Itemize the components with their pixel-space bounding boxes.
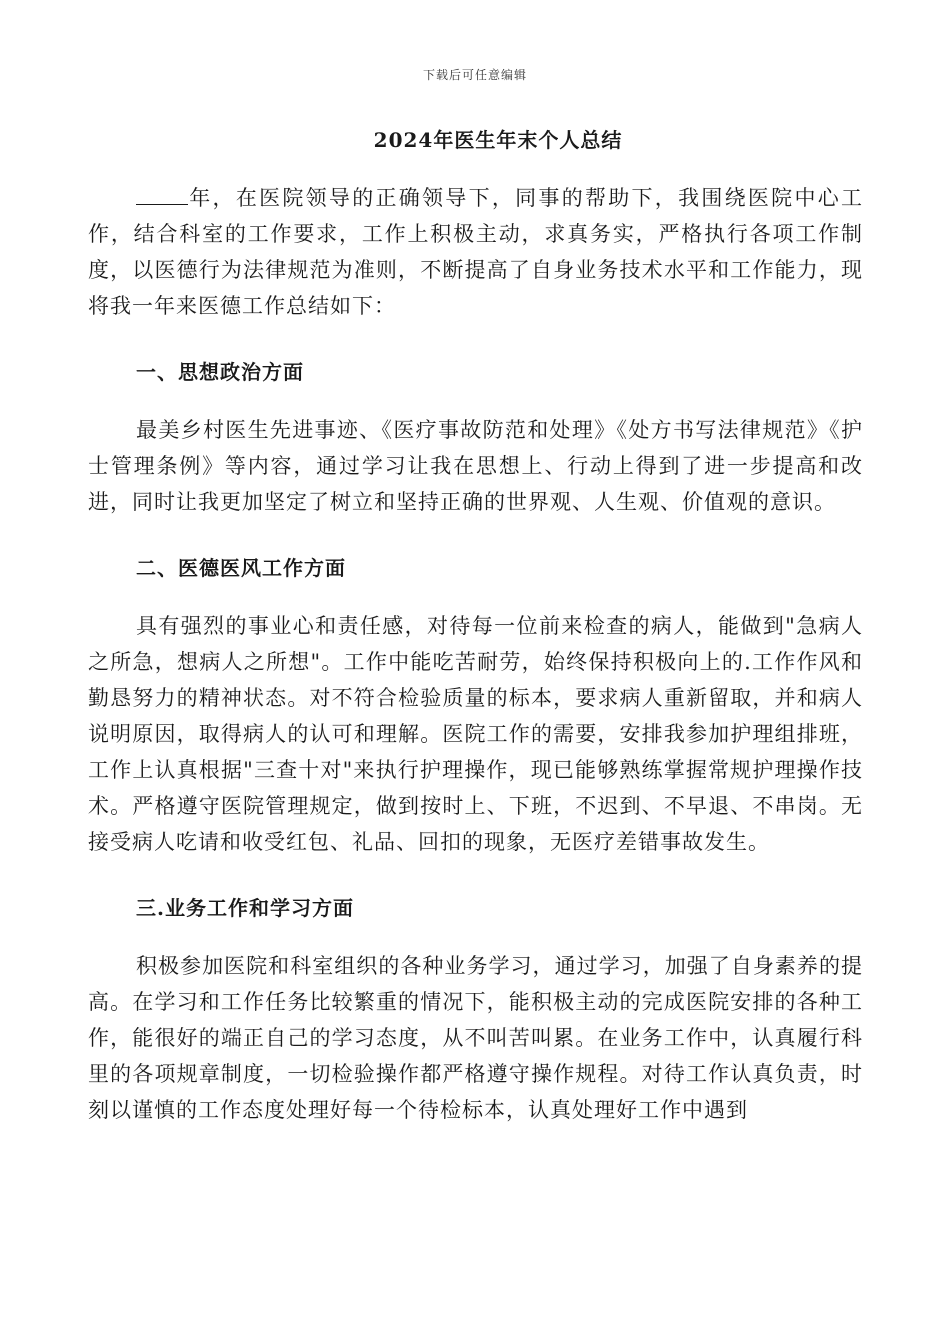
- section-heading-1: 一、思想政治方面: [136, 360, 304, 384]
- section-heading-3: 三.业务工作和学习方面: [136, 896, 354, 920]
- section-heading-2: 二、医德医风工作方面: [136, 556, 346, 580]
- section-paragraph-2: 具有强烈的事业心和责任感，对待每一位前来检查的病人，能做到"急病人之所急，想病人之所想"。工作中能吃苦耐劳，始终保持积极向上的.工作作风和勤恳努力的精神状态。对不符合检验质量的标本，要求病人重新留取，并和病人说明原因，取得病人的认可和理解。医院工作的需要，安排我参加护理组排班，工作上认真根据"三查十对"来执行护理操作，现已能够熟练掌握常规护理操作技术。严格遵守医院管理规定，做到按时上、下班，不迟到、不早退、不串岗。无接受病人吃请和收受红包、礼品、回扣的现象，无医疗差错事故发生。: [88, 614, 863, 854]
- intro-paragraph: [88, 180, 863, 324]
- document-body: [88, 180, 863, 1128]
- section-paragraph-3: 积极参加医院和科室组织的各种业务学习，通过学习，加强了自身素养的提高。在学习和工作任务比较繁重的情况下，能积极主动的完成医院安排的各种工作，能很好的端正自己的学习态度，从不叫苦叫累。在业务工作中，认真履行科里的各项规章制度，一切检验操作都严格遵守操作规程。对待工作认真负责，时刻以谨慎的工作态度处理好每一个待检标本，认真处理好工作中遇到: [88, 954, 863, 1122]
- section-paragraph-1: 最美乡村医生先进事迹、《医疗事故防范和处理》《处方书写法律规范》《护士管理条例》等内容，通过学习让我在思想上、行动上得到了进一步提高和改进，同时让我更加坚定了树立和坚持正确的世界观、人生观、价值观的意识。: [88, 418, 863, 514]
- fill-in-blank: [136, 184, 188, 205]
- header-note: 下载后可任意编辑: [422, 68, 527, 82]
- document-title: 2024年医生年末个人总结: [373, 128, 623, 152]
- intro-text: 年，在医院领导的正确领导下，同事的帮助下，我围绕医院中心工作，结合科室的工作要求，工作上积极主动，求真务实，严格执行各项工作制度，以医德行为法律规范为准则，不断提高了自身业务技术水平和工作能力，现将我一年来医德工作总结如下：: [88, 186, 863, 318]
